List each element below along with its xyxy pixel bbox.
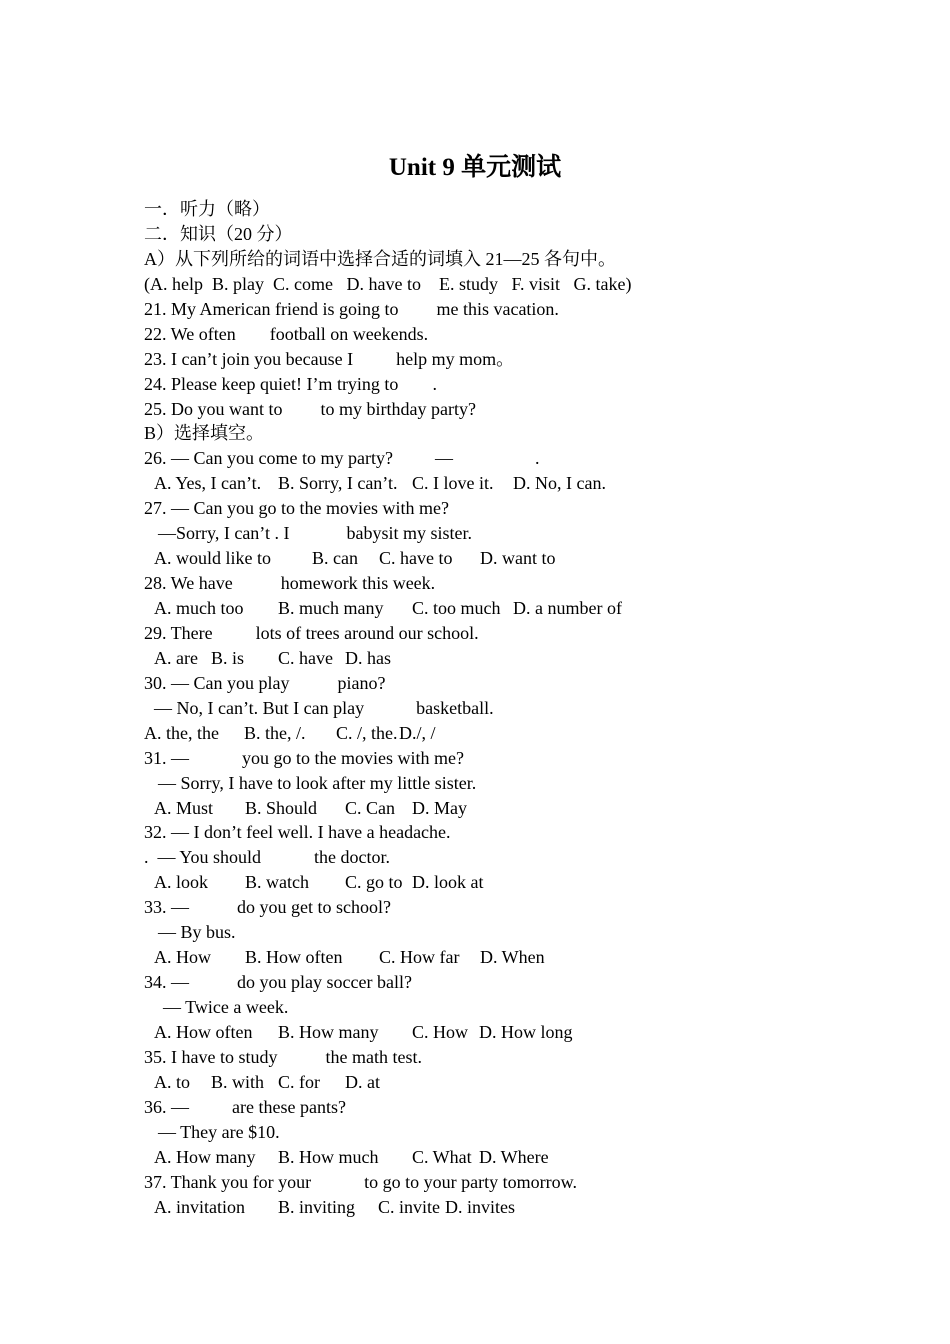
part-a-instruction: A）从下列所给的词语中选择合适的词填入 21—25 各句中。 <box>144 248 616 269</box>
question-22: 22. We often football on weekends. <box>144 323 429 344</box>
question-30-options: A. the, the B. the, /. C. /, the.D./, / <box>144 722 436 743</box>
question-31-reply: — Sorry, I have to look after my little sister. <box>158 772 477 793</box>
question-32-options: A. look B. watch C. go to D. look at <box>154 872 484 893</box>
section-listening: 一．听力（略） <box>144 199 270 219</box>
question-29-stem: 29. There lots of trees around our school. <box>144 622 479 643</box>
word-bank: (A. help B. play C. come D. have to E. study F. visit G. take) <box>144 273 632 294</box>
question-34-stem: 34. — do you play soccer ball? <box>144 972 412 993</box>
question-26-options: A. Yes, I can’t. B. Sorry, I can’t. C. I love it. D. No, I can. <box>154 473 606 494</box>
question-28-options: A. much too B. much many C. too much D. a number of <box>154 598 622 618</box>
question-33-stem: 33. — do you get to school? <box>144 897 391 918</box>
question-32-reply: . — You should the doctor. <box>144 847 391 868</box>
question-33-options: A. How B. How often C. How far D. When <box>154 947 545 968</box>
question-34-reply: — Twice a week. <box>163 997 289 1017</box>
section-knowledge: 二．知识（20 分） <box>144 223 293 244</box>
question-24: 24. Please keep quiet! I’m trying to . <box>144 373 437 394</box>
question-27-options: A. would like to B. can C. have to D. want to <box>154 548 556 569</box>
question-36-stem: 36. — are these pants? <box>144 1096 346 1117</box>
question-31-stem: 31. — you go to the movies with me? <box>144 747 464 768</box>
question-37-options: A. invitation B. inviting C. invite D. invites <box>154 1196 515 1217</box>
question-36-reply: — They are $10. <box>158 1121 280 1142</box>
part-b-instruction: B）选择填空。 <box>144 423 265 444</box>
question-25: 25. Do you want to to my birthday party? <box>144 398 476 419</box>
question-29-options: A. are B. is C. have D. has <box>154 647 391 668</box>
question-37-stem: 37. Thank you for your to go to your party tomorrow. <box>144 1171 577 1192</box>
question-36-options: A. How many B. How much C. What D. Where <box>154 1146 549 1167</box>
question-27-reply: —Sorry, I can’t . I babysit my sister. <box>158 523 472 544</box>
test-content <box>144 197 844 1219</box>
question-33-reply: — By bus. <box>158 922 236 943</box>
question-34-options: A. How often B. How many C. How D. How long <box>154 1021 573 1042</box>
question-31-options: A. Must B. Should C. Can D. May <box>154 797 467 818</box>
question-27-stem: 27. — Can you go to the movies with me? <box>144 498 449 519</box>
question-35-options: A. to B. with C. for D. at <box>154 1071 380 1092</box>
question-21: 21. My American friend is going to me this vacation. <box>144 298 559 319</box>
question-23: 23. I can’t join you because I help my mom。 <box>144 348 515 369</box>
question-28-stem: 28. We have homework this week. <box>144 573 436 594</box>
question-30-reply: — No, I can’t. But I can play basketball. <box>154 697 494 718</box>
question-26-stem: 26. — Can you come to my party? — . <box>144 448 540 469</box>
question-30-stem: 30. — Can you play piano? <box>144 672 386 693</box>
question-32-stem: 32. — I don’t feel well. I have a headache. <box>144 822 451 843</box>
question-35-stem: 35. I have to study the math test. <box>144 1046 422 1067</box>
page-title: Unit 9 单元测试 <box>388 154 562 181</box>
